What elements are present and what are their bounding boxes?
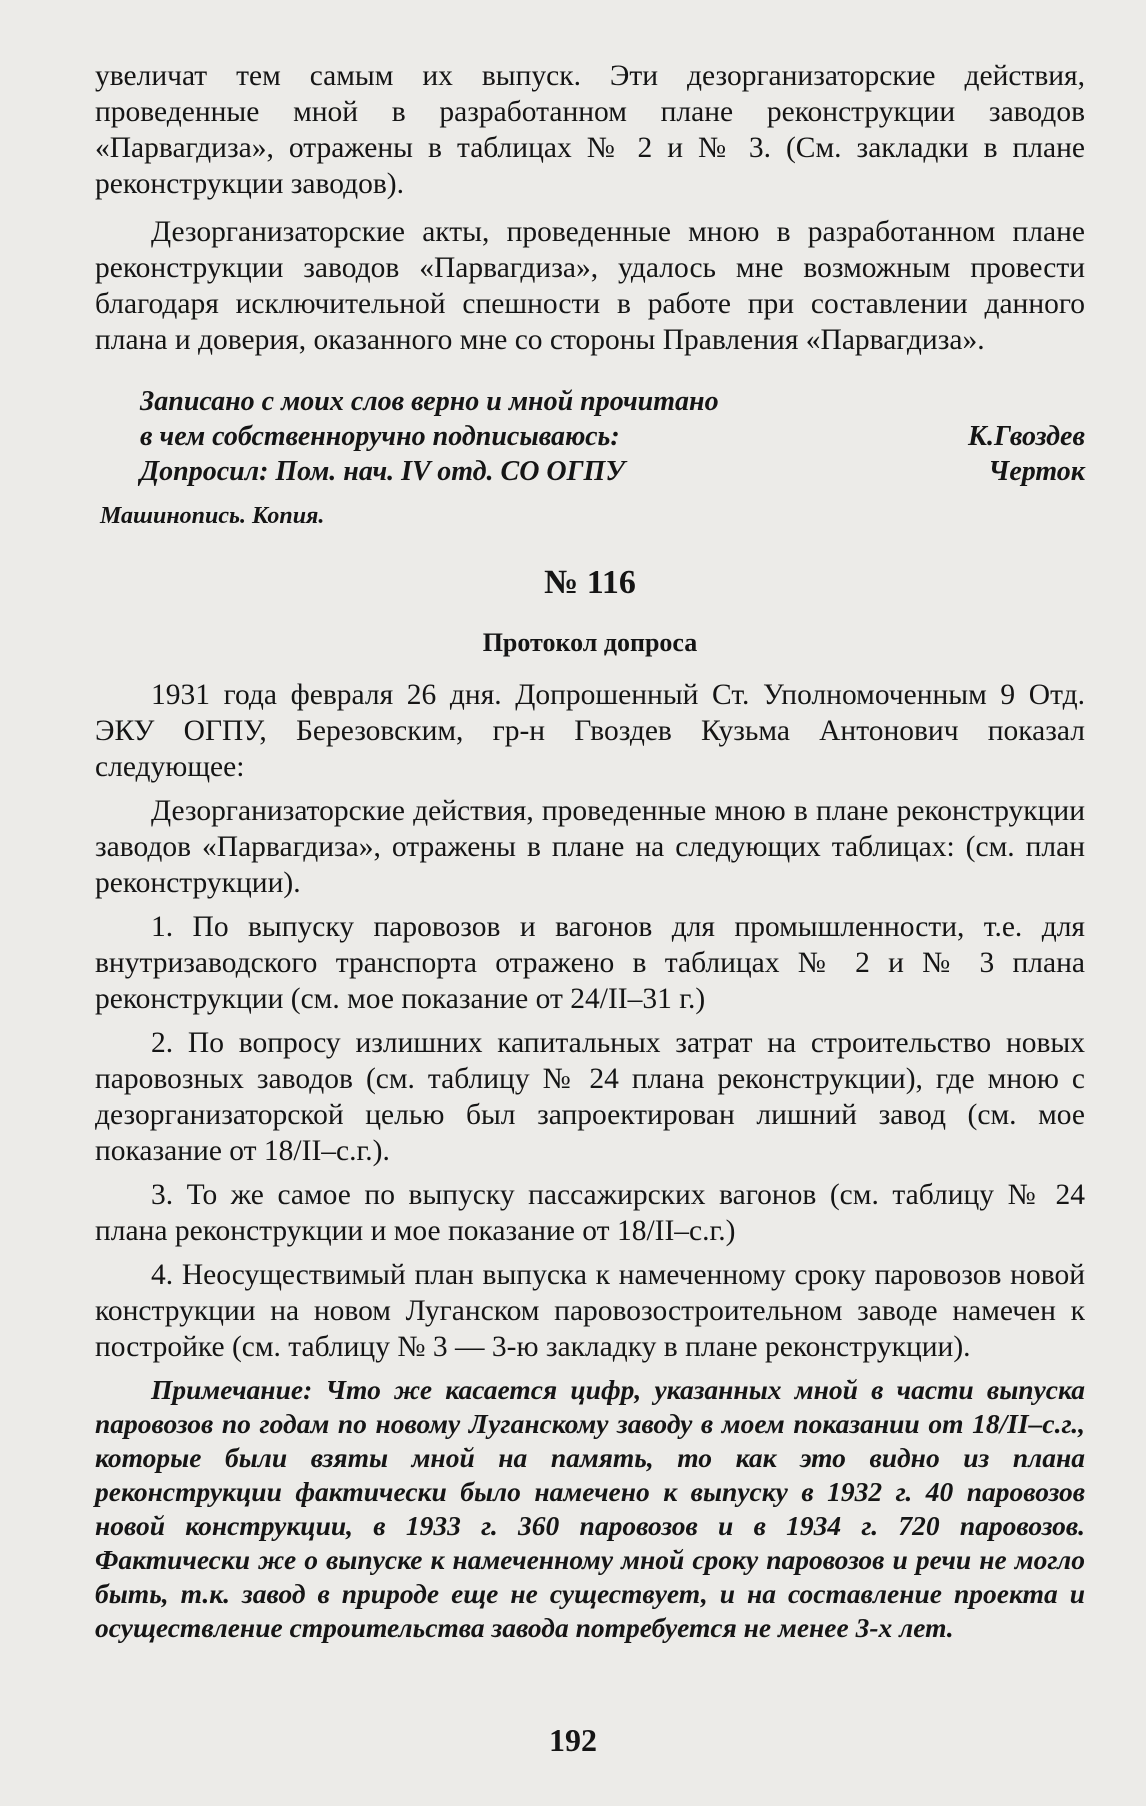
protocol-lead: Дезорганизаторские действия, проведенные мною в плане реконструкции заводов «Парвагдиза», отражены в плане на следующих таблицах: (см. план реконструкции). — [95, 795, 1085, 899]
document-title: Протокол допроса — [482, 628, 698, 657]
continuation-paragraph-1: увеличат тем самым их выпуск. Эти дезорганизаторские действия, проведенные мной в разработанном плане реконструкции заводов «Парвагдиза», отражены в таблицах № 2 и № 3. (См. закладки в плане реконструкции заводов). — [95, 60, 1085, 200]
continuation-paragraph-2: Дезорганизаторские акты, проведенные мною в разработанном плане реконструкции заводов «Парвагдиза», удалось мне возможным провести благодаря исключительной спешности в работе при составлении данного плана и доверия, оказанного мне со стороны Правления «Парвагдиза». — [95, 216, 1085, 356]
interrogator-name: Черток — [988, 456, 1085, 487]
protocol-item: 3. То же самое по выпуску пассажирских вагонов (см. таблицу № 24 плана реконструкции и мое показание от 18/II–с.г.) — [95, 1179, 1085, 1247]
document-number: № 116 — [544, 564, 636, 601]
signature-line-2: в чем собственноручно подписываюсь: — [140, 421, 620, 452]
protocol-item: 2. По вопросу излишних капитальных затрат на строительство новых паровозных заводов (см. таблицу № 24 плана реконструкции), где мною с дезорганизаторской целью был запроектирован лишний завод (см. мое показание от 18/II–с.г.). — [95, 1027, 1085, 1167]
protocol-body — [95, 677, 1085, 1645]
signer-name: К.Гвоздев — [968, 421, 1085, 452]
protocol-item: 4. Неосуществимый план выпуска к намеченному сроку паровозов новой конструкции на новом Луганском паровозостроительном заводе намечен к постройке (см. таблицу № 3 — 3-ю закладку в плане реконструкции). — [95, 1259, 1085, 1363]
signature-line-1: Записано с моих слов верно и мной прочитано — [140, 386, 719, 417]
continuation-text — [95, 58, 1085, 358]
signature-block — [140, 384, 1085, 489]
page-number: 192 — [549, 1722, 597, 1758]
source-note: Машинопись. Копия. — [100, 503, 325, 529]
protocol-note — [95, 1373, 1085, 1645]
protocol-item: 1. По выпуску паровозов и вагонов для промышленности, т.е. для внутризаводского транспорта отражено в таблицах № 2 и № 3 плана реконструкции (см. мое показание от 24/II–31 г.) — [95, 911, 1085, 1015]
note-label: Примечание: — [151, 1374, 313, 1405]
protocol-intro: 1931 года февраля 26 дня. Допрошенный Ст. Уполномоченным 9 Отд. ЭКУ ОГПУ, Березовским, гр-н Гвоздев Кузьма Антонович показал следующее: — [95, 679, 1085, 783]
note-text: Что же касается цифр, указанных мной в части выпуска паровозов по годам по новому Луганскому заводу в моем показании от 18/II–с.г., которые были взяты мной на память, то как это видно из плана реконструкции фактически было намечено к выпуску в 1932 г. 40 паровозов новой конструкции, в 1933 г. 360 паровозов и в 1934 г. 720 паровозов. Фактически же о выпуске к намеченному мной сроку паровозов и речи не могло быть, т.к. завод в природе еще не существует, и на составление проекта и осуществление строительства завода потребуется не менее 3-х лет. — [95, 1374, 1086, 1643]
interrogator-line: Допросил: Пом. нач. IV отд. СО ОГПУ — [140, 456, 625, 487]
